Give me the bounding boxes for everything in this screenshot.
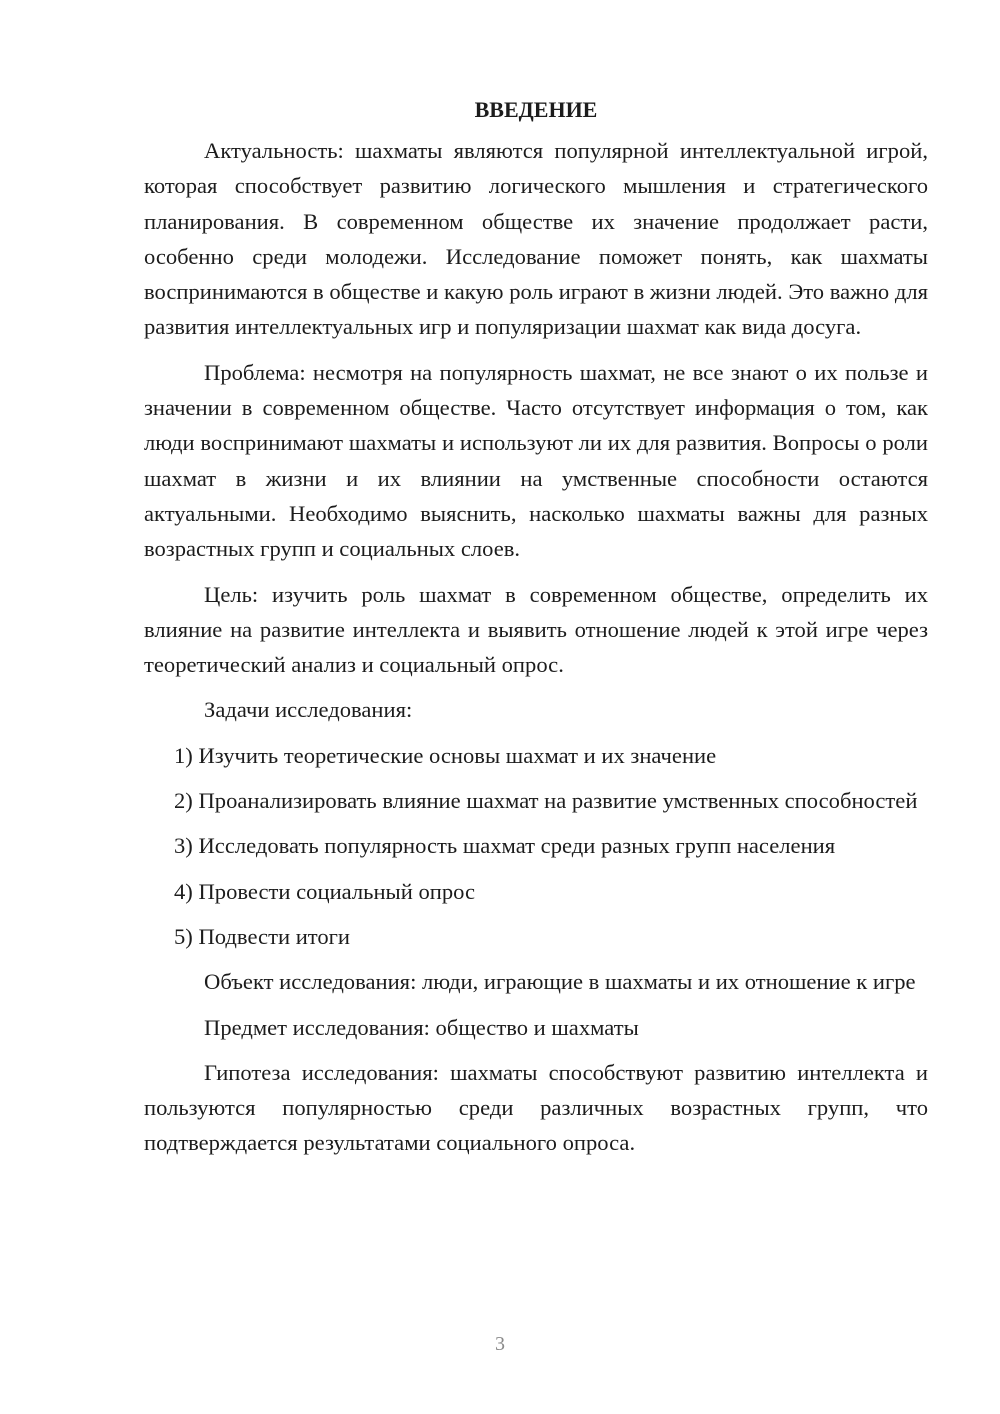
subject-paragraph: Предмет исследования: общество и шахматы: [204, 1014, 639, 1040]
task-item-2: 2) Проанализировать влияние шахмат на развитие умственных способностей: [174, 788, 918, 814]
task-item-5: 5) Подвести итоги: [174, 923, 351, 949]
task-item-3: 3) Исследовать популярность шахмат среди разных групп населения: [174, 833, 836, 859]
document-page: [144, 92, 928, 1171]
object-paragraph: Объект исследования: люди, играющие в шахматы и их отношение к игре: [204, 969, 916, 995]
hypothesis-paragraph: Гипотеза исследования: шахматы способствуют развитию интеллекта и пользуются популярностью среди различных возрастных групп, что подтверждается результатами социального опроса.: [144, 1059, 928, 1156]
relevance-paragraph: Актуальность: шахматы являются популярной интеллектуальной игрой, которая способствует развитию логического мышления и стратегического планирования. В современном обществе их значение продолжает расти, особенно среди молодежи. Исследование поможет понять, как шахматы воспринимаются в обществе и какую роль играют в жизни людей. Это важно для развития интеллектуальных игр и популяризации шахмат как вида досуга.: [144, 138, 928, 340]
problem-paragraph: Проблема: несмотря на популярность шахмат, не все знают о их пользе и значении в современном обществе. Часто отсутствует информация о том, как люди воспринимают шахматы и используют ли их для развития. Вопросы о роли шахмат в жизни и их влиянии на умственные способности остаются актуальными. Необходимо выяснить, насколько шахматы важны для разных возрастных групп и социальных слоев.: [144, 359, 928, 562]
goal-paragraph: Цель: изучить роль шахмат в современном обществе, определить их влияние на развитие интеллекта и выявить отношение людей к этой игре через теоретический анализ и социальный опрос.: [144, 581, 928, 678]
task-item-1: 1) Изучить теоретические основы шахмат и их значение: [174, 742, 717, 768]
section-heading: ВВЕДЕНИЕ: [474, 97, 598, 122]
tasks-title: Задачи исследования:: [204, 697, 413, 723]
page-number: 3: [495, 1333, 505, 1355]
task-item-4: 4) Провести социальный опрос: [174, 878, 476, 904]
